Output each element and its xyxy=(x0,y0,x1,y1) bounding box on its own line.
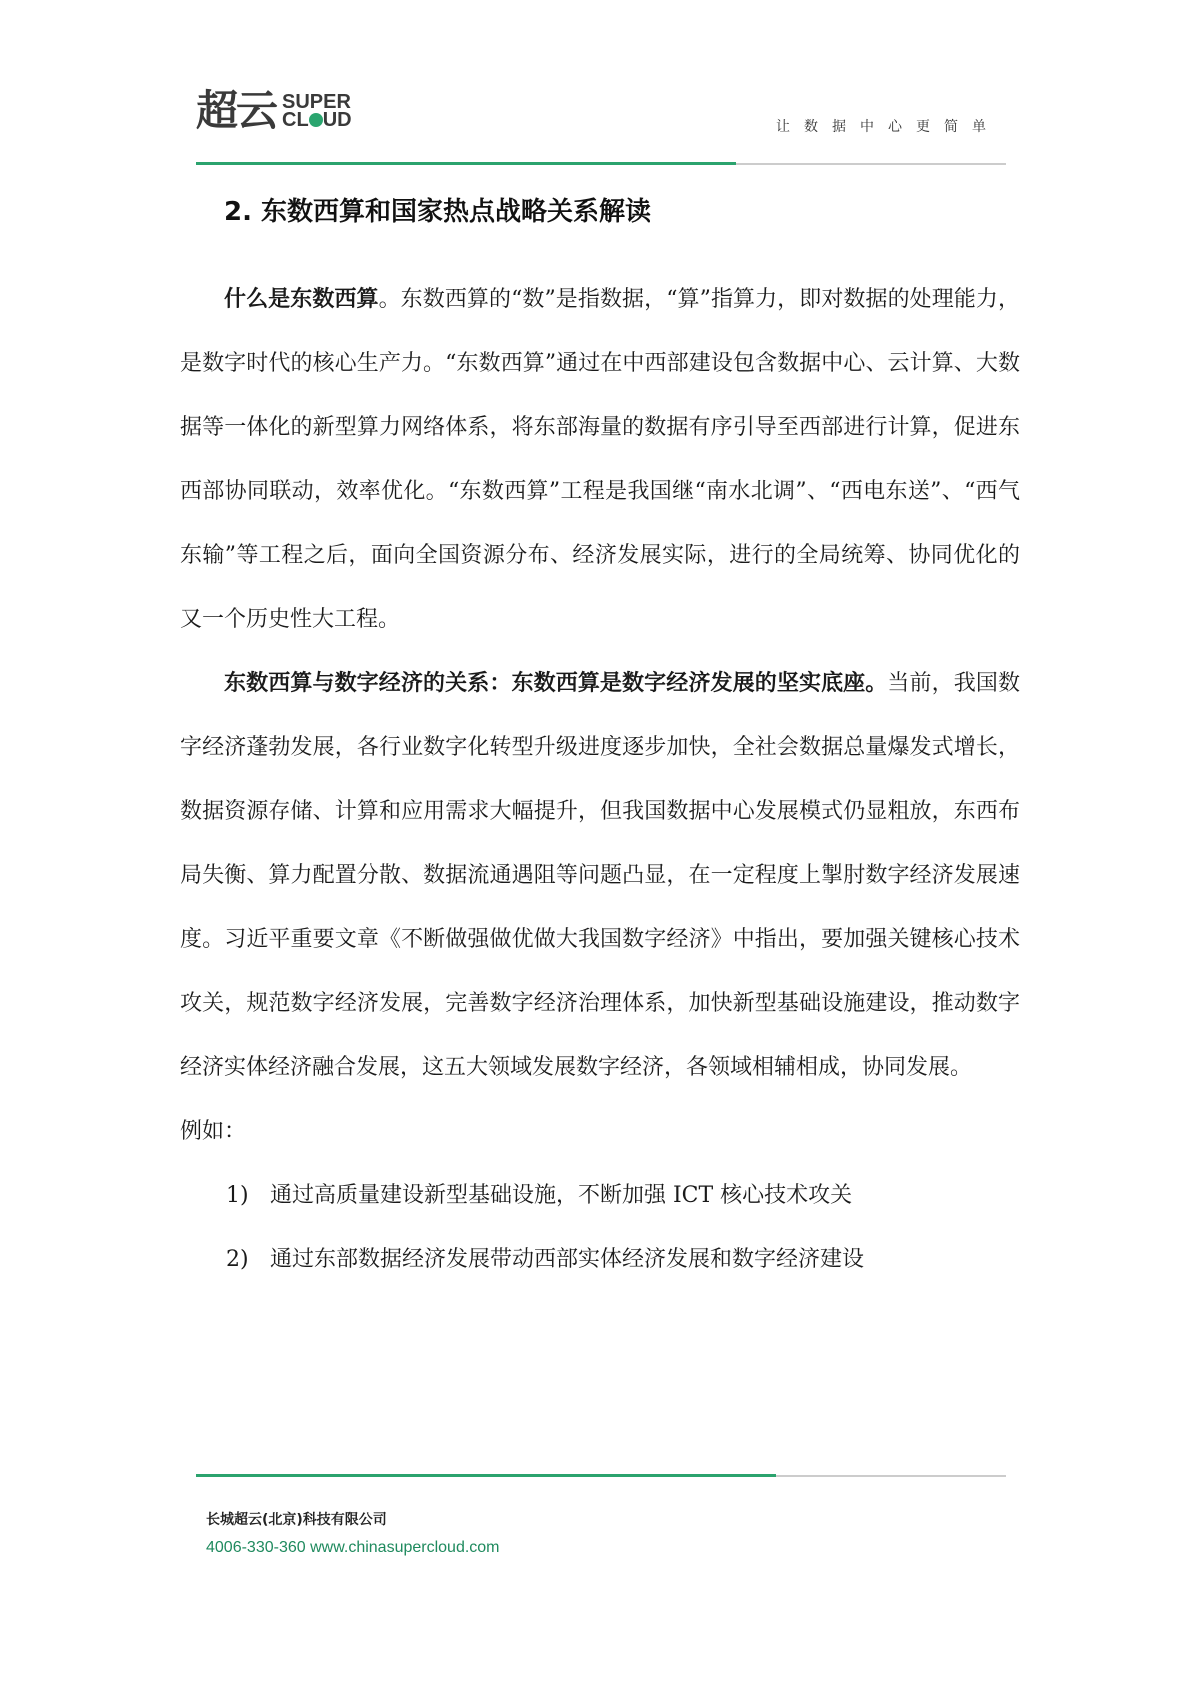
logo-cloud-icon xyxy=(309,113,323,127)
paragraph-what-is-text: 。东数西算的“数”是指数据，“算”指算力，即对数据的处理能力，是数字时代的核心生产力。“东数西算”通过在中西部建设包含数据中心、云计算、大数据等一体化的新型算力网络体系，将东部海量的数据有序引导至西部进行计算，促进东西部协同联动，效率优化。“东数西算”工程是我国继“南水北调”、“西电东送”、“西气东输”等工程之后，面向全国资源分布、经济发展实际，进行的全局统筹、协同优化的又一个历史性大工程。 xyxy=(180,287,1020,632)
footer-rule-green xyxy=(196,1474,776,1477)
document-body xyxy=(180,190,1020,1292)
paragraph-digital-economy-heading: 东数西算与数字经济的关系：东数西算是数字经济发展的坚实底座。 xyxy=(224,671,888,696)
list-item-number: 2) xyxy=(226,1247,249,1272)
logo-en-line1: SUPER xyxy=(282,91,351,113)
footer-contact: 4006-330-360 www.chinasupercloud.com xyxy=(206,1539,500,1556)
logo-english-text xyxy=(282,93,352,129)
list-item xyxy=(226,1228,1020,1292)
section-title: 2. 东数西算和国家热点战略关系解读 xyxy=(224,197,652,227)
example-label: 例如： xyxy=(180,1119,247,1144)
list-item-text: 通过东部数据经济发展带动西部实体经济发展和数字经济建设 xyxy=(270,1247,865,1272)
supercloud-logo xyxy=(196,86,352,135)
paragraph-digital-economy-text: 当前，我国数字经济蓬勃发展，各行业数字化转型升级进度逐步加快，全社会数据总量爆发式增长，数据资源存储、计算和应用需求大幅提升，但我国数据中心发展模式仍显粗放，东西布局失衡、算力配置分散、数据流通遇阻等问题凸显，在一定程度上掣肘数字经济发展速度。习近平重要文章《不断做强做优做大我国数字经济》中指出，要加强关键核心技术攻关，规范数字经济发展，完善数字经济治理体系，加快新型基础设施建设，推动数字经济实体经济融合发展，这五大领域发展数字经济，各领域相辅相成，协同发展。 xyxy=(180,671,1020,1080)
header-rule-green xyxy=(196,162,736,165)
paragraph-digital-economy xyxy=(180,652,1020,1100)
footer-rule-gray xyxy=(776,1475,1006,1477)
footer-company-name: 长城超云(北京)科技有限公司 xyxy=(206,1512,387,1528)
page-footer xyxy=(206,1508,500,1560)
paragraph-what-is-heading: 什么是东数西算 xyxy=(224,287,379,312)
header-rule-gray xyxy=(736,163,1006,165)
paragraph-what-is xyxy=(180,268,1020,652)
logo-en-line2-b: UD xyxy=(322,109,352,131)
list-item-number: 1) xyxy=(226,1183,249,1208)
logo-en-line2-a: CL xyxy=(282,109,309,131)
page-header xyxy=(196,86,1006,160)
header-slogan: 让数据中心更简单 xyxy=(776,119,1000,135)
logo-chinese-text: 超云 xyxy=(196,86,277,135)
list-item-text: 通过高质量建设新型基础设施，不断加强 ICT 核心技术攻关 xyxy=(270,1183,853,1208)
list-item xyxy=(226,1164,1020,1228)
